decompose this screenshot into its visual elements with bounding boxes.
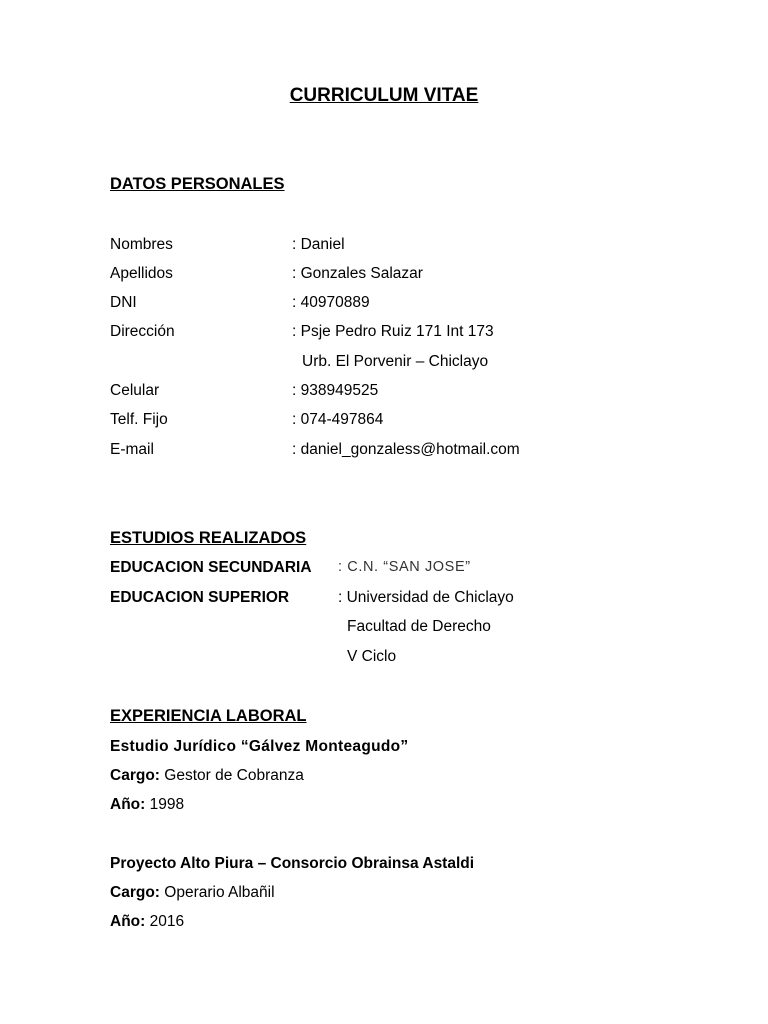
job-cargo xyxy=(110,884,275,902)
job-year-value: 2016 xyxy=(149,913,185,930)
education-higher-value: : Universidad de Chiclayo xyxy=(338,589,514,606)
job-cargo-label: Cargo: xyxy=(110,884,160,901)
field-label: DNI xyxy=(110,294,137,311)
job-company: Estudio Jurídico “Gálvez Monteagudo” xyxy=(110,738,409,755)
education-secondary-label: EDUCACION SECUNDARIA xyxy=(110,559,312,576)
field-value: : 40970889 xyxy=(292,294,370,311)
field-label: Telf. Fijo xyxy=(110,411,168,428)
job-cargo xyxy=(110,767,304,785)
section-heading-estudios: ESTUDIOS REALIZADOS xyxy=(110,529,307,547)
job-company: Proyecto Alto Piura – Consorcio Obrainsa Astaldi xyxy=(110,855,475,872)
field-value: : 074-497864 xyxy=(292,411,384,428)
field-label: Celular xyxy=(110,382,160,399)
job-cargo-label: Cargo: xyxy=(110,767,160,784)
education-secondary-value: : C.N. “SAN JOSE” xyxy=(338,559,471,575)
field-value: : 938949525 xyxy=(292,382,379,399)
field-value: : daniel_gonzaless@hotmail.com xyxy=(292,441,520,458)
field-value: : Gonzales Salazar xyxy=(292,265,423,282)
field-value: : Daniel xyxy=(292,236,345,253)
education-higher-label: EDUCACION SUPERIOR xyxy=(110,589,290,606)
field-label: Dirección xyxy=(110,323,175,340)
page-title: CURRICULUM VITAE xyxy=(289,85,479,106)
job-year xyxy=(110,913,184,931)
field-label: Apellidos xyxy=(110,265,173,282)
job-cargo-value: Gestor de Cobranza xyxy=(164,767,304,784)
section-heading-experiencia: EXPERIENCIA LABORAL xyxy=(110,707,307,725)
job-year-label: Año: xyxy=(110,913,146,930)
section-heading-datos-personales: DATOS PERSONALES xyxy=(110,175,285,193)
field-label: E-mail xyxy=(110,441,154,458)
field-value: : Psje Pedro Ruiz 171 Int 173 xyxy=(292,323,494,340)
field-label: Nombres xyxy=(110,236,173,253)
education-higher-cycle: V Ciclo xyxy=(347,648,397,665)
job-cargo-value: Operario Albañil xyxy=(164,884,275,901)
field-value: Urb. El Porvenir – Chiclayo xyxy=(302,353,489,370)
job-year-label: Año: xyxy=(110,796,146,813)
education-higher-faculty: Facultad de Derecho xyxy=(347,618,491,635)
job-year xyxy=(110,796,184,814)
job-year-value: 1998 xyxy=(149,796,185,813)
